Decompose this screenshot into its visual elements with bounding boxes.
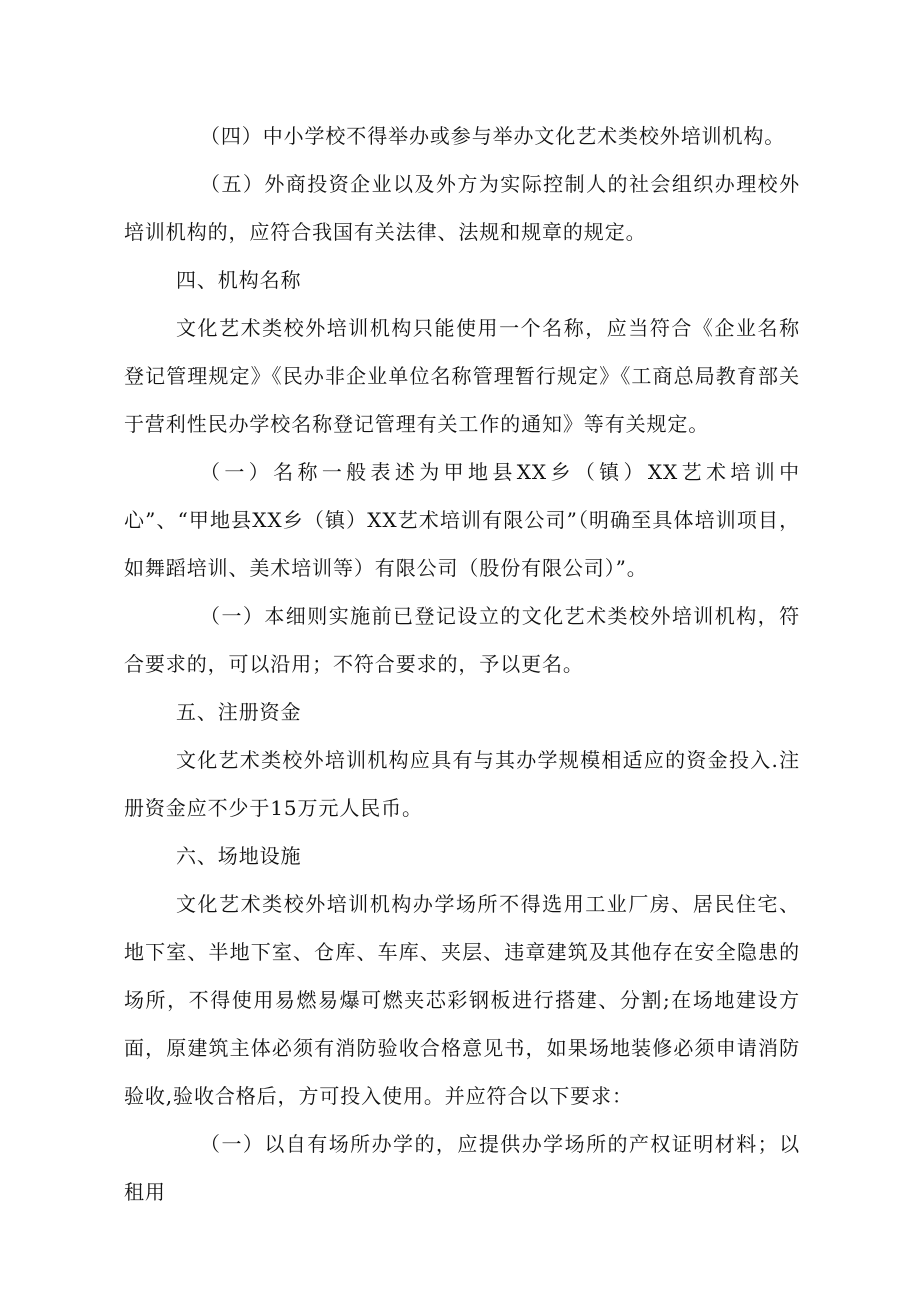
section-heading-institution-name: 四、机构名称	[176, 268, 302, 292]
paragraph-name-format: （一）名称一般表述为甲地县XX乡（镇）XX艺术培训中心”、“甲地县XX乡（镇）XX艺术培训有限公司”（明确至具体培训项目，如舞蹈培训、美术培训等）有限公司（股份有限公司）”。	[124, 460, 800, 580]
section-heading-facilities: 六、场地设施	[176, 844, 302, 868]
paragraph-existing-institutions: （一）本细则实施前已登记设立的文化艺术类校外培训机构，符合要求的，可以沿用；不符合要求的，予以更名。	[124, 604, 800, 676]
section-heading-registered-capital: 五、注册资金	[176, 700, 302, 724]
paragraph-facility-restrictions: 文化艺术类校外培训机构办学场所不得选用工业厂房、居民住宅、地下室、半地下室、仓库、车库、夹层、违章建筑及其他存在安全隐患的场所，不得使用易燃易爆可燃夹芯彩钢板进行搭建、分割;在场地建设方面，原建筑主体必须有消防验收合格意见书，如果场地装修必须申请消防验收,验收合格后，方可投入使用。并应符合以下要求：	[124, 892, 800, 1108]
paragraph-item-5: （五）外商投资企业以及外方为实际控制人的社会组织办理校外培训机构的，应符合我国有关法律、法规和规章的规定。	[124, 172, 800, 244]
paragraph-own-premises: （一）以自有场所办学的，应提供办学场所的产权证明材料；以租用	[124, 1132, 800, 1204]
paragraph-name-rules: 文化艺术类校外培训机构只能使用一个名称，应当符合《企业名称登记管理规定》《民办非企业单位名称管理暂行规定》《工商总局教育部关于营利性民办学校名称登记管理有关工作的通知》等有关规定。	[124, 316, 800, 436]
paragraph-capital-requirement: 文化艺术类校外培训机构应具有与其办学规模相适应的资金投入.注册资金应不少于15万元人民币。	[124, 748, 800, 820]
document-body	[124, 112, 800, 1216]
paragraph-item-4: （四）中小学校不得举办或参与举办文化艺术类校外培训机构。	[200, 124, 786, 148]
